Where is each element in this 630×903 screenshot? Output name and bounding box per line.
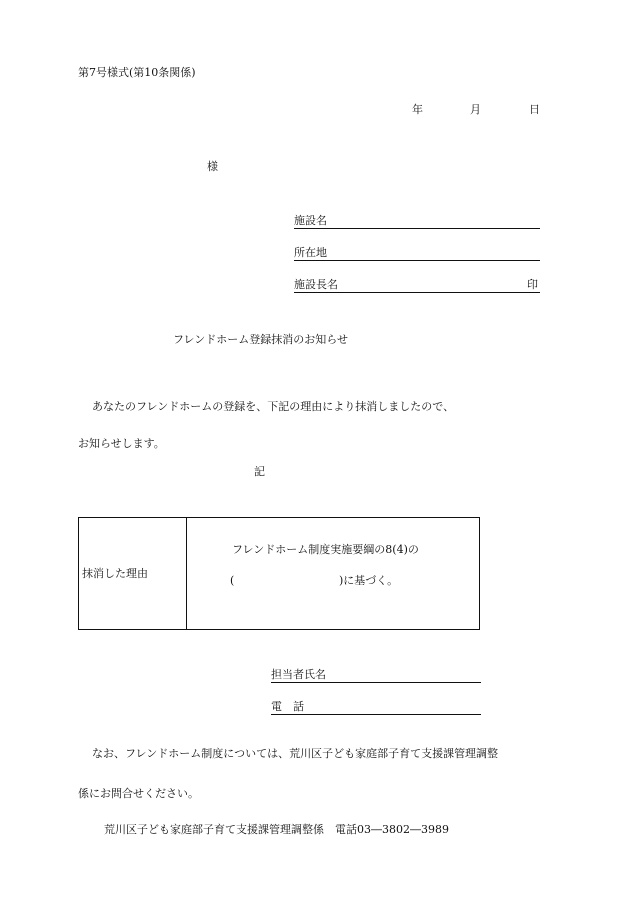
reason-open-paren: (	[230, 574, 235, 587]
date-year-label: 年	[412, 103, 423, 116]
reason-closing-text: )に基づく。	[339, 574, 399, 587]
seal-mark: 印	[527, 278, 538, 291]
ki-heading: 記	[254, 465, 265, 478]
person-in-charge-field	[271, 668, 481, 683]
facility-name-field	[294, 214, 540, 229]
date-day-label: 日	[529, 103, 540, 116]
reason-label: 抹消した理由	[82, 567, 148, 580]
form-number: 第7号様式(第10条関係)	[78, 66, 196, 79]
reason-table	[78, 517, 480, 630]
footer-note-line-1: なお、フレンドホーム制度については、荒川区子ども家庭部子育て支援課管理調整	[92, 747, 499, 760]
director-label: 施設長名	[294, 278, 338, 291]
person-in-charge-label: 担当者氏名	[271, 668, 326, 681]
document-title: フレンドホーム登録抹消のお知らせ	[173, 333, 348, 346]
body-line-2: お知らせします。	[78, 437, 165, 450]
phone-field	[271, 700, 481, 715]
phone-label: 電 話	[271, 700, 304, 713]
date-month-label: 月	[470, 103, 481, 116]
address-field	[294, 246, 540, 261]
body-line-1: あなたのフレンドホームの登録を、下記の理由により抹消しましたので、	[92, 400, 455, 413]
reason-line-1: フレンドホーム制度実施要綱の8(4)の	[232, 543, 419, 556]
table-divider	[186, 518, 187, 629]
facility-name-label: 施設名	[294, 214, 327, 227]
office-contact: 荒川区子ども家庭部子育て支援課管理調整係 電話03―3802―3989	[104, 823, 449, 836]
footer-note-line-2: 係にお問合せください。	[78, 787, 199, 800]
director-name-field	[294, 278, 540, 293]
addressee-suffix: 様	[207, 160, 218, 173]
address-label: 所在地	[294, 246, 327, 259]
